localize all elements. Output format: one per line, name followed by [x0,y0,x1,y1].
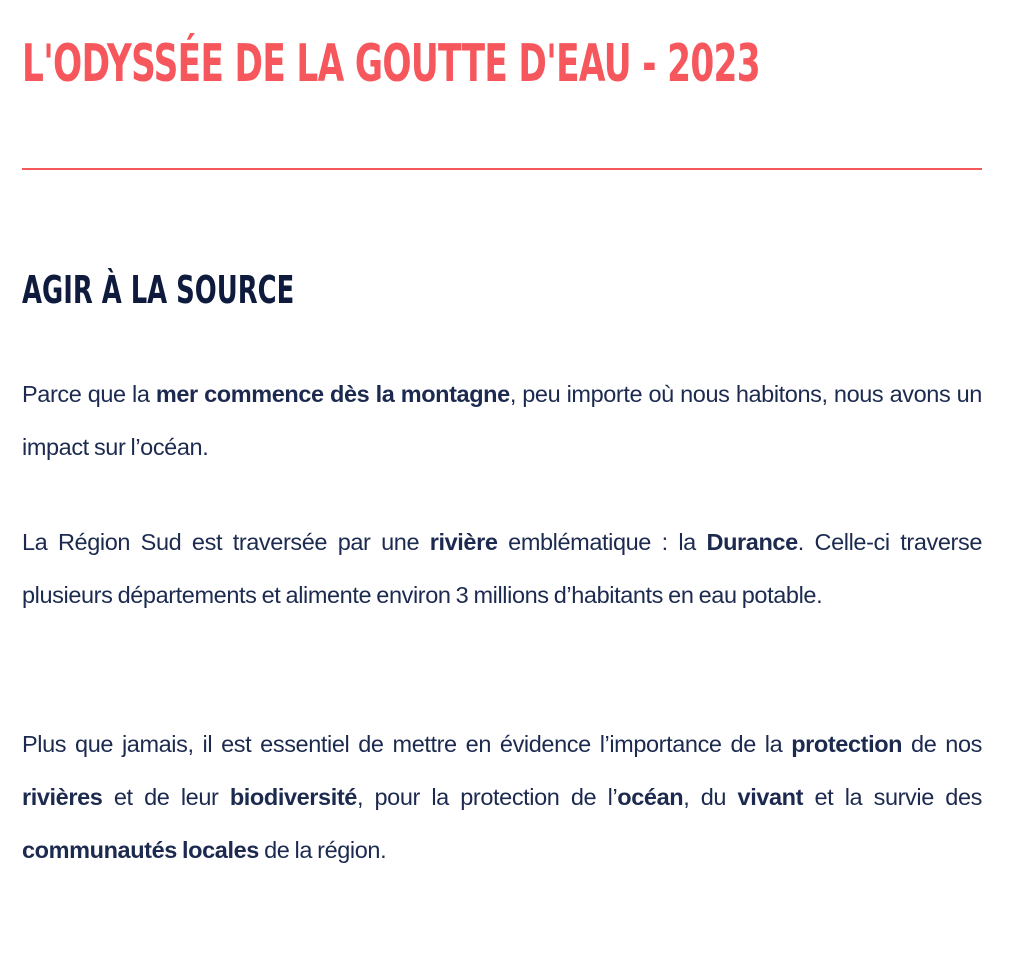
paragraph-3-text-6: et la survie des [803,784,983,810]
paragraph-2-text-3: . Celle-ci traverse plusieurs départements et alimente environ 3 millions d’habitants en eau potable. [22,529,982,608]
paragraph-2-text-1: La Région Sud est traversée par une [22,529,430,555]
paragraph-1 [22,368,982,474]
paragraph-3-text-4: , pour la protection de l’ [356,784,618,810]
paragraph-1-bold-1: mer commence dès la montagne [155,381,510,407]
paragraph-3-bold-6: communautés locales [22,837,259,863]
paragraph-3-text-1: Plus que jamais, il est essentiel de mettre en évidence l’importance de la [22,731,792,757]
paragraph-3-bold-5: vivant [737,784,804,810]
paragraph-3-text-7: de la région. [258,837,387,863]
paragraph-3-bold-2: rivières [22,784,103,810]
paragraph-2-text-2: emblématique : la [497,529,707,555]
paragraph-3-bold-4: océan [617,784,684,810]
paragraph-2-bold-2: Durance [706,529,798,555]
paragraph-3 [22,718,982,877]
paragraph-3-text-5: , du [683,784,738,810]
paragraph-2-bold-1: rivière [429,529,498,555]
page-title: L'ODYSSÉE DE LA GOUTTE D'EAU - 2023 [22,34,760,94]
paragraph-3-bold-3: biodiversité [229,784,357,810]
title-divider [22,168,982,170]
paragraph-3-text-2: de nos [902,731,982,757]
paragraph-1-text-1: Parce que la [22,381,156,407]
paragraph-3-text-3: et de leur [102,784,230,810]
paragraph-2 [22,516,982,622]
section-title: AGIR À LA SOURCE [22,268,295,312]
paragraph-3-bold-1: protection [791,731,903,757]
paragraph-1-text-2: , peu importe où nous habitons, nous avons un impact sur l’océan. [22,381,982,460]
